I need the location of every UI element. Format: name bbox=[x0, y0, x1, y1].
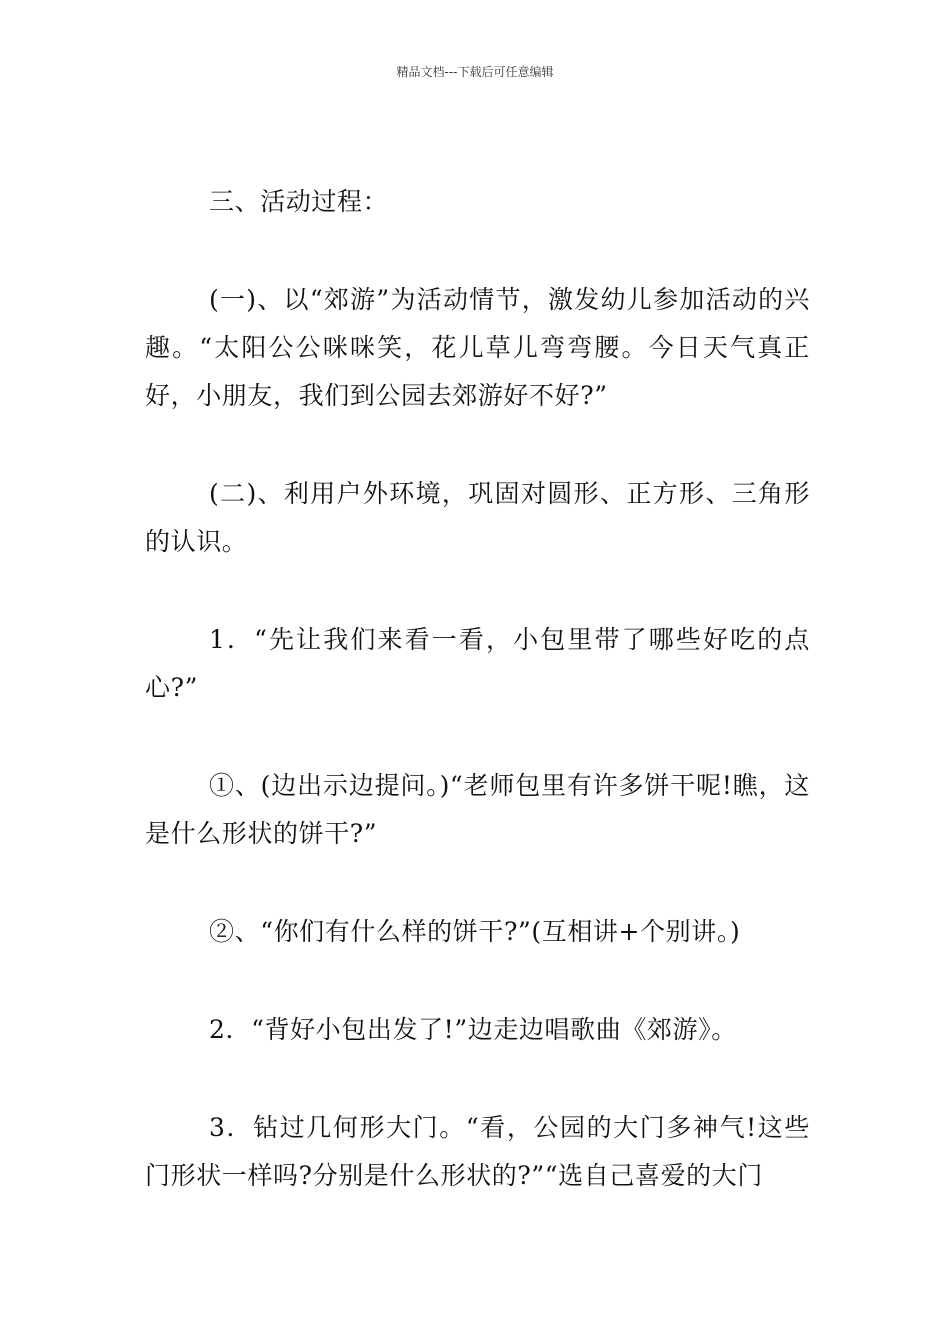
document-body bbox=[145, 178, 810, 1200]
paragraph-2: (二)、利用户外环境，巩固对圆形、正方形、三角形的认识。 bbox=[145, 479, 810, 556]
paragraph-3: 1．“先让我们来看一看，小包里带了哪些好吃的点心?” bbox=[145, 625, 810, 702]
paragraph-1: (一)、以“郊游”为活动情节，激发幼儿参加活动的兴趣。“太阳公公咪咪笑，花儿草儿弯弯腰。今日天气真正好，小朋友，我们到公园去郊游好不好?” bbox=[145, 285, 810, 410]
page-header bbox=[0, 64, 950, 80]
paragraph-7: 3．钻过几何形大门。“看，公园的大门多神气!这些门形状一样吗?分别是什么形状的?”“选自己喜爱的大门 bbox=[145, 1113, 810, 1190]
header-text: 精品文档---下载后可任意编辑 bbox=[396, 65, 554, 79]
paragraph-6: 2．“背好小包出发了!”边走边唱歌曲《郊游》。 bbox=[209, 1015, 737, 1044]
section-heading: 三、活动过程： bbox=[209, 187, 389, 216]
paragraph-5: ②、“你们有什么样的饼干?”(互相讲+个别讲。) bbox=[209, 917, 741, 946]
paragraph-4: ①、(边出示边提问。)“老师包里有许多饼干呢!瞧，这是什么形状的饼干?” bbox=[145, 771, 810, 848]
